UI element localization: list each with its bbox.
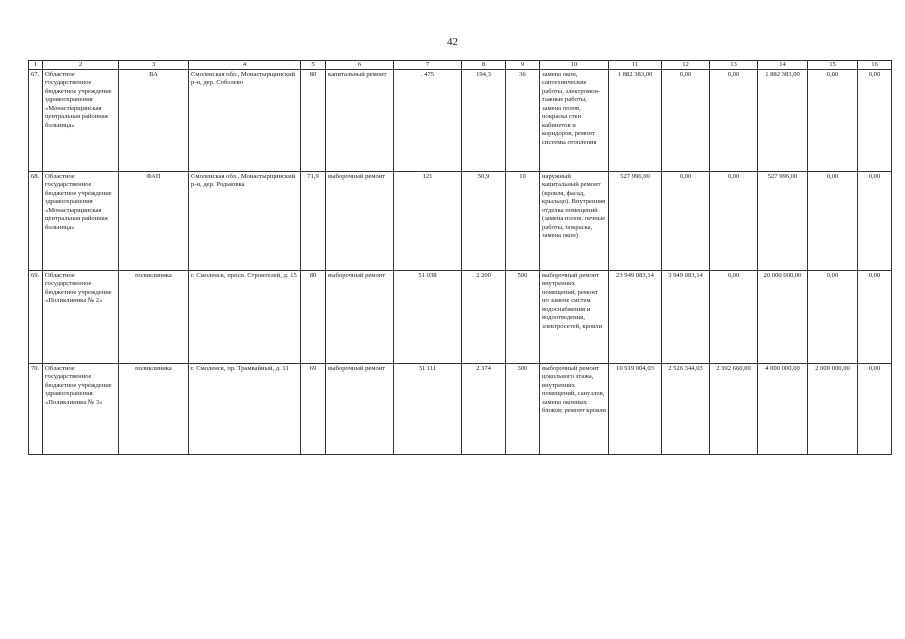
column-header: 13	[710, 61, 758, 70]
amount-cell: 0,00	[710, 70, 758, 172]
column-header: 7	[394, 61, 462, 70]
work-type-cell: капитальный ремонт	[326, 70, 394, 172]
amount-cell: 0,00	[858, 271, 892, 364]
amount-cell: 2 526 344,03	[662, 364, 710, 455]
page-number: 42	[447, 36, 458, 48]
work-description-cell: выборочный ремонт цокольного этажа, внутренних помещений, санузлов, замена оконных блоков; ремонт кровли	[540, 364, 609, 455]
row-number: 69.	[29, 271, 43, 364]
amount-cell: 0,00	[808, 70, 858, 172]
amount-cell: 1 882 383,00	[758, 70, 808, 172]
table-cell: 50,9	[462, 172, 506, 271]
column-header: 12	[662, 61, 710, 70]
amount-cell: 0,00	[858, 172, 892, 271]
repair-program-table	[28, 60, 892, 455]
table-cell: 71,9	[301, 172, 326, 271]
column-header: 3	[119, 61, 189, 70]
organization-cell: Областное государственное бюджетное учреждение здравоохранения «Монастырщинская центральная районная больница»	[43, 172, 119, 271]
row-number: 68.	[29, 172, 43, 271]
facility-type-cell: ФАП	[119, 172, 189, 271]
amount-cell: 0,00	[710, 172, 758, 271]
column-header: 5	[301, 61, 326, 70]
column-number-row	[29, 61, 892, 70]
facility-type-cell: поликлиника	[119, 364, 189, 455]
amount-cell: 2 392 660,00	[710, 364, 758, 455]
table-cell: 31 111	[394, 364, 462, 455]
work-type-cell: выборочный ремонт	[326, 271, 394, 364]
amount-cell: 0,00	[808, 172, 858, 271]
amount-cell: 4 000 000,00	[758, 364, 808, 455]
work-type-cell: выборочный ремонт	[326, 364, 394, 455]
table-cell: 2 200	[462, 271, 506, 364]
work-description-cell: выборочный ремонт внутренних помещений, ремонт по замене систем водоснабжения и водоотведения, электросетей, кровли	[540, 271, 609, 364]
table-cell: 51 038	[394, 271, 462, 364]
column-header: 10	[540, 61, 609, 70]
organization-cell: Областное государственное бюджетное учреждение здравоохранения «Поликлиника № 3»	[43, 364, 119, 455]
table-row	[29, 271, 892, 364]
amount-cell: 0,00	[710, 271, 758, 364]
amount-cell: 23 949 083,14	[609, 271, 662, 364]
amount-cell: 0,00	[858, 70, 892, 172]
amount-cell: 10 919 004,03	[609, 364, 662, 455]
organization-cell: Областное государственное бюджетное учреждение здравоохранения «Монастырщинская центральная районная больница»	[43, 70, 119, 172]
facility-type-cell: ВА	[119, 70, 189, 172]
amount-cell: 527 996,00	[609, 172, 662, 271]
table-cell: 10	[506, 172, 540, 271]
facility-type-cell: поликлиника	[119, 271, 189, 364]
table-cell: 2 374	[462, 364, 506, 455]
column-header: 11	[609, 61, 662, 70]
work-description-cell: наружный капитальный ремонт (кровля, фасад, крыльцо). Внутренняя отделка помещений (замена полов, печные работы, покраска, замена окон)	[540, 172, 609, 271]
column-header: 2	[43, 61, 119, 70]
work-type-cell: выборочный ремонт	[326, 172, 394, 271]
address-cell: Смоленская обл., Монастырщинский р-н, дер. Соболево	[189, 70, 301, 172]
address-cell: г. Смоленск, просп. Строителей, д. 15	[189, 271, 301, 364]
table-cell: 80	[301, 271, 326, 364]
organization-cell: Областное государственное бюджетное учреждение «Поликлиника № 2»	[43, 271, 119, 364]
column-header: 14	[758, 61, 808, 70]
table-cell: 121	[394, 172, 462, 271]
column-header: 1	[29, 61, 43, 70]
table-row	[29, 70, 892, 172]
column-header: 15	[808, 61, 858, 70]
table-cell: 36	[506, 70, 540, 172]
amount-cell: 1 882 383,00	[609, 70, 662, 172]
column-header: 16	[858, 61, 892, 70]
address-cell: Смоленская обл., Монастырщинский р-н, дер. Родьковка	[189, 172, 301, 271]
table-cell: 500	[506, 271, 540, 364]
row-number: 67.	[29, 70, 43, 172]
table-cell: 80	[301, 70, 326, 172]
amount-cell: 527 996,00	[758, 172, 808, 271]
table-cell: 300	[506, 364, 540, 455]
amount-cell: 3 949 083,14	[662, 271, 710, 364]
table-row	[29, 364, 892, 455]
column-header: 9	[506, 61, 540, 70]
address-cell: г. Смоленск, пр. Трамвайный, д. 11	[189, 364, 301, 455]
amount-cell: 0,00	[662, 70, 710, 172]
table-row	[29, 172, 892, 271]
column-header: 6	[326, 61, 394, 70]
table-cell: 69	[301, 364, 326, 455]
amount-cell: 20 000 000,00	[758, 271, 808, 364]
column-header: 4	[189, 61, 301, 70]
column-header: 8	[462, 61, 506, 70]
amount-cell: 0,00	[662, 172, 710, 271]
amount-cell: 2 000 000,00	[808, 364, 858, 455]
amount-cell: 0,00	[858, 364, 892, 455]
amount-cell: 0,00	[808, 271, 858, 364]
work-description-cell: замена окон, сантехнические работы, электромон-тажные работы, замена полов, покраска стен кабинетов и коридоров, ремонт системы отопления	[540, 70, 609, 172]
table-cell: 194,3	[462, 70, 506, 172]
row-number: 70.	[29, 364, 43, 455]
table-cell: . 475	[394, 70, 462, 172]
